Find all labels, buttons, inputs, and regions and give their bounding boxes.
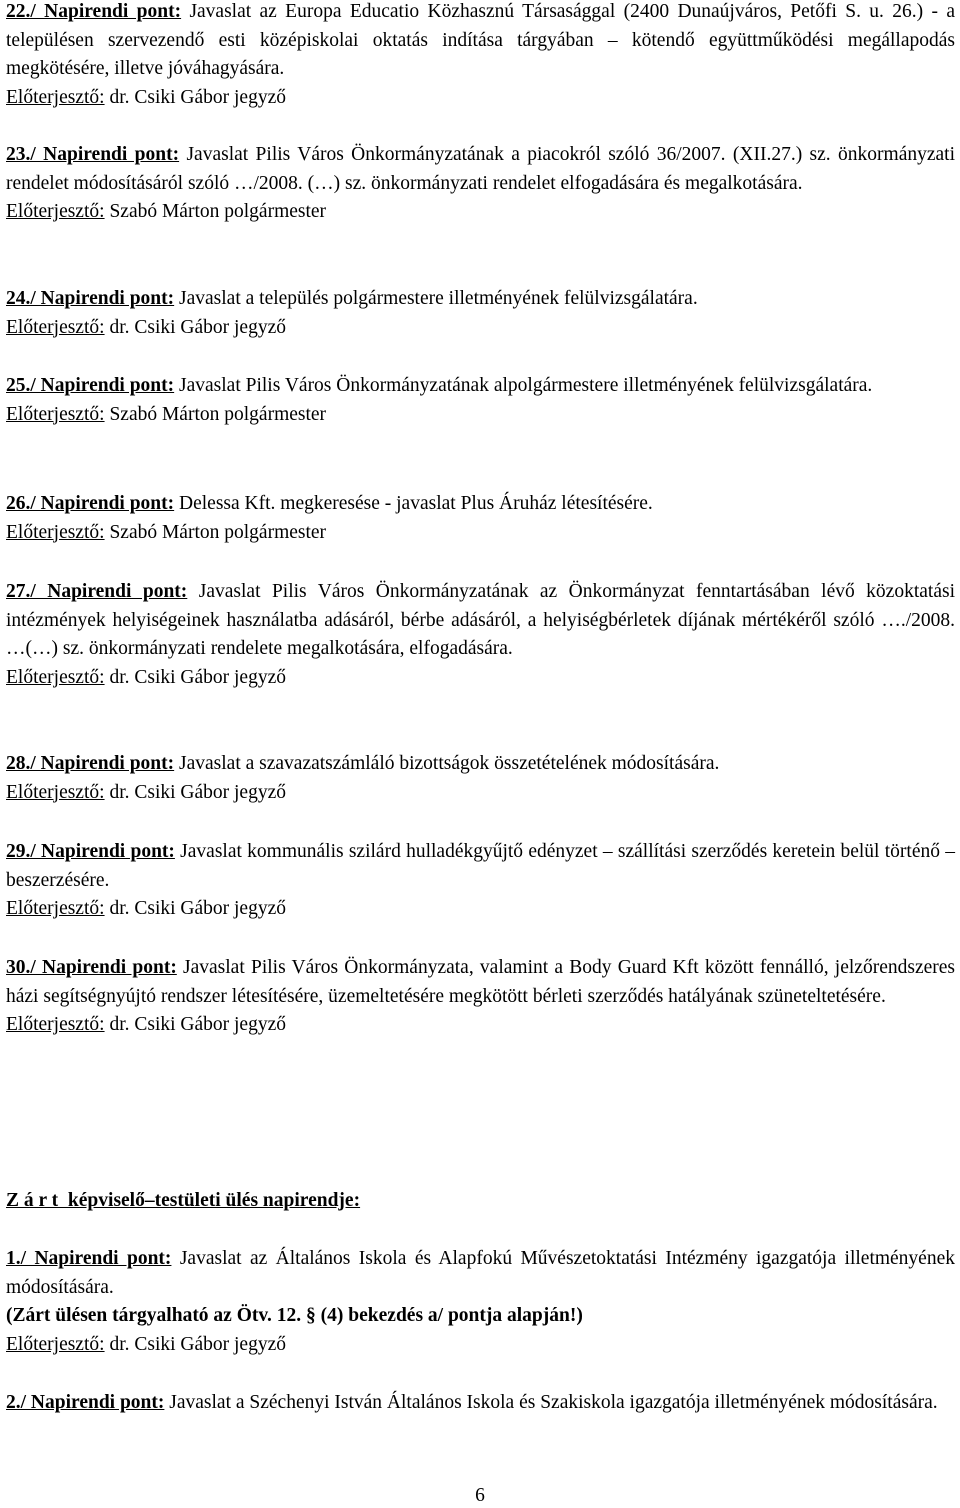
presenter-name: dr. Csiki Gábor jegyző: [104, 1014, 286, 1036]
agenda-item-number: 29./ Napirendi pont:: [6, 841, 175, 862]
agenda-item-text: [6, 490, 955, 519]
agenda-item-30: [6, 954, 955, 1040]
agenda-item-text: [6, 1245, 955, 1302]
agenda-item-text: [6, 954, 955, 1011]
presenter-line: [6, 664, 955, 693]
agenda-item-29: [6, 838, 955, 924]
agenda-item-description: Javaslat az Europa Educatio Közhasznú Társasággal (2400 Dunaújváros, Petőfi S. u. 26.) - a településen szervezendő esti középiskolai oktatás indítása tárgyában – kötendő együttműködési megállapodás megkötésére, illetve jóváhagyására.: [6, 1, 955, 80]
agenda-item-description: Javaslat az Általános Iskola és Alapfokú Művészetoktatási Intézmény igazgatója illetményének módosítására.: [6, 1248, 955, 1298]
agenda-item-text: [6, 372, 955, 401]
agenda-item-description: Javaslat Pilis Város Önkormányzata, valamint a Body Guard Kft között fennálló, jelzőrendszeres házi segítségnyújtó rendszer létesítésére, üzemeltetésére megkötött bérleti szerződés hatályának szüneteltetésére.: [6, 957, 955, 1007]
agenda-item-text: [6, 141, 955, 198]
presenter-line: [6, 779, 955, 808]
presenter-name: Szabó Márton polgármester: [104, 521, 327, 543]
presenter-label: Előterjesztő:: [6, 898, 105, 920]
presenter-name: dr. Csiki Gábor jegyző: [104, 898, 286, 920]
closed-agenda-item-1: [6, 1245, 955, 1359]
agenda-item-description: Javaslat a Széchenyi István Általános Iskola és Szakiskola igazgatója illetményének módosítására.: [164, 1392, 938, 1413]
agenda-item-description: Javaslat Pilis Város Önkormányzatának a piacokról szóló 36/2007. (XII.27.) sz. önkormányzati rendelet módosításáról szóló …/2008. (…) sz. önkormányzati rendelet elfogadására és megalkotására.: [6, 144, 955, 194]
presenter-line: [6, 1011, 955, 1040]
agenda-item-text: [6, 578, 955, 664]
presenter-label: Előterjesztő:: [6, 86, 105, 108]
presenter-label: Előterjesztő:: [6, 201, 105, 223]
agenda-item-text: [6, 838, 955, 895]
agenda-item-text: [6, 750, 955, 779]
closed-session-heading: Z á r t képviselő–testületi ülés napirendje:: [6, 1190, 361, 1211]
agenda-item-number: 26./ Napirendi pont:: [6, 493, 175, 514]
presenter-label: Előterjesztő:: [6, 781, 105, 803]
agenda-item-description: Javaslat Pilis Város Önkormányzatának alpolgármestere illetményének felülvizsgálatára.: [174, 375, 873, 396]
presenter-name: Szabó Márton polgármester: [104, 201, 327, 223]
presenter-line: [6, 401, 955, 430]
agenda-item-number: 22./ Napirendi pont:: [6, 1, 182, 22]
presenter-line: [6, 198, 955, 227]
agenda-item-description: Javaslat Pilis Város Önkormányzatának az Önkormányzat fenntartásában lévő közoktatási intézmények helyiségeinek használatba adásáról, bérbe adásáról, a helyiségbérletek díjának mértékéről szóló …./2008. …(…) sz. önkormányzati rendelete megalkotására, elfogadására.: [6, 581, 955, 660]
presenter-line: [6, 895, 955, 924]
presenter-name: dr. Csiki Gábor jegyző: [104, 781, 286, 803]
presenter-line: [6, 84, 955, 113]
agenda-item-description: Delessa Kft. megkeresése - javaslat Plus Áruház létesítésére.: [174, 493, 653, 514]
presenter-line: [6, 519, 955, 548]
presenter-label: Előterjesztő:: [6, 1333, 105, 1355]
presenter-name: dr. Csiki Gábor jegyző: [104, 1333, 286, 1355]
agenda-item-22: [6, 0, 955, 112]
agenda-item-number: 1./ Napirendi pont:: [6, 1248, 172, 1269]
agenda-item-number: 25./ Napirendi pont:: [6, 375, 175, 396]
agenda-item-description: Javaslat a település polgármestere illetményének felülvizsgálatára.: [174, 288, 698, 309]
presenter-label: Előterjesztő:: [6, 521, 105, 543]
agenda-item-text: [6, 1389, 955, 1418]
agenda-item-number: 23./ Napirendi pont:: [6, 144, 180, 165]
agenda-item-24: [6, 285, 955, 342]
agenda-item-number: 30./ Napirendi pont:: [6, 957, 177, 978]
agenda-item-25: [6, 372, 955, 429]
presenter-name: Szabó Márton polgármester: [104, 403, 327, 425]
presenter-name: dr. Csiki Gábor jegyző: [104, 666, 286, 688]
agenda-item-description: Javaslat kommunális szilárd hulladékgyűjtő edényzet – szállítási szerződés keretein belül történő – beszerzésére.: [6, 841, 955, 891]
agenda-item-number: 24./ Napirendi pont:: [6, 288, 175, 309]
agenda-item-23: [6, 141, 955, 227]
agenda-item-number: 2./ Napirendi pont:: [6, 1392, 165, 1413]
presenter-line: [6, 1331, 955, 1360]
agenda-item-number: 27./ Napirendi pont:: [6, 581, 188, 602]
presenter-label: Előterjesztő:: [6, 403, 105, 425]
presenter-label: Előterjesztő:: [6, 316, 105, 338]
agenda-item-26: [6, 490, 955, 547]
closed-agenda-item-2: [6, 1389, 955, 1418]
presenter-label: Előterjesztő:: [6, 666, 105, 688]
presenter-name: dr. Csiki Gábor jegyző: [104, 316, 286, 338]
agenda-item-description: Javaslat a szavazatszámláló bizottságok összetételének módosítására.: [174, 753, 720, 774]
presenter-label: Előterjesztő:: [6, 1014, 105, 1036]
page-number: 6: [475, 1485, 485, 1506]
agenda-item-text: [6, 285, 955, 314]
agenda-item-27: [6, 578, 955, 692]
presenter-line: [6, 314, 955, 343]
agenda-item-number: 28./ Napirendi pont:: [6, 753, 175, 774]
agenda-item-28: [6, 750, 955, 807]
closed-session-note: (Zárt ülésen tárgyalható az Ötv. 12. § (4) bekezdés a/ pontja alapján!): [6, 1305, 583, 1327]
presenter-name: dr. Csiki Gábor jegyző: [104, 86, 286, 108]
agenda-item-text: [6, 0, 955, 84]
